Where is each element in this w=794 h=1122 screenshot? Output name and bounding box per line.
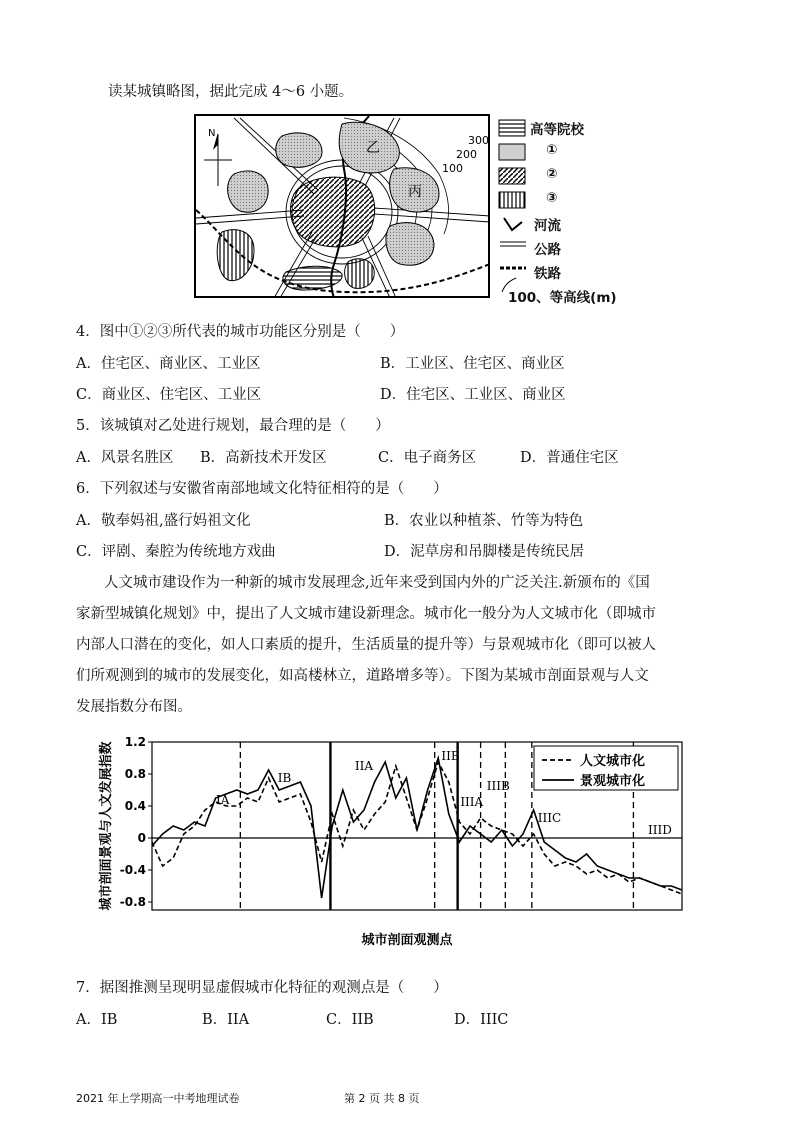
q4-option-b: B．工业区、住宅区、商业区 <box>380 356 565 372</box>
q7-stem: 7．据图推测呈现明显虚假城市化特征的观测点是（ ） <box>76 980 448 996</box>
q7-option-c: C．IIB <box>326 1012 374 1028</box>
contour-label-300: 300 <box>468 134 489 147</box>
urbanization-chart <box>96 728 706 978</box>
y-tick-label: -0.8 <box>119 895 146 909</box>
zone-2-center <box>290 177 374 247</box>
footer-page-number: 第 2 页 共 8 页 <box>344 1092 420 1105</box>
legend-series-name: 景观城市化 <box>580 774 646 789</box>
legend-2: ② <box>546 166 558 182</box>
y-axis-label: 城市剖面景观与人文发展指数 <box>99 741 114 911</box>
contour-label-100: 100 <box>442 162 463 175</box>
legend-3: ③ <box>546 190 558 206</box>
north-label: N <box>208 128 216 139</box>
q4-stem: 4．图中①②③所代表的城市功能区分别是（ ） <box>76 324 405 340</box>
legend-series-name: 人文城市化 <box>580 754 646 769</box>
zone-label: IIIB <box>486 779 510 793</box>
q7-option-a: A．IB <box>76 1012 118 1028</box>
q7-option-b: B．IIA <box>202 1012 250 1028</box>
legend-swatches <box>498 118 528 298</box>
legend-river: 河流 <box>534 218 561 234</box>
zone-label: IIIA <box>460 795 484 809</box>
x-axis-label: 城市剖面观测点 <box>361 933 453 948</box>
zone-label: IB <box>277 771 292 785</box>
passage-line-3: 内部人口潜在的变化，如人口素质的提升，生活质量的提升等）与景观城市化（即可以被人 <box>76 637 656 653</box>
q5-option-a: A．风景名胜区 <box>76 450 174 466</box>
zone-label: IIIC <box>537 811 562 825</box>
town-map <box>194 114 490 298</box>
q5-option-c: C．电子商务区 <box>378 450 477 466</box>
zone-3-s <box>345 259 375 289</box>
y-tick-label: 1.2 <box>124 735 146 749</box>
q4-option-a: A．住宅区、商业区、工业区 <box>76 356 261 372</box>
q6-option-c: C．评剧、秦腔为传统地方戏曲 <box>76 544 276 560</box>
q4-option-d: D．住宅区、工业区、商业区 <box>380 387 566 403</box>
label-yi: 乙 <box>366 140 380 156</box>
q7-option-d: D．IIIC <box>454 1012 509 1028</box>
zone-label: IIB <box>441 749 460 763</box>
y-tick-label: 0.4 <box>124 799 146 813</box>
legend-contour: 100、等高线(m) <box>508 290 617 306</box>
legend-road: 公路 <box>534 242 561 258</box>
passage-line-5: 发展指数分布图。 <box>76 699 192 715</box>
zone-label: IIA <box>354 759 374 773</box>
zone-label: IA <box>215 793 230 807</box>
q4-option-c: C．商业区、住宅区、工业区 <box>76 387 262 403</box>
q5-option-d: D．普通住宅区 <box>520 450 619 466</box>
y-tick-label: -0.4 <box>119 863 146 877</box>
q5-stem: 5．该城镇对乙处进行规划，最合理的是（ ） <box>76 418 390 434</box>
intro-text: 读某城镇略图，据此完成 4～6 小题。 <box>108 84 354 100</box>
passage-line-4: 们所观测到的城市的发展变化，如高楼林立，道路增多等）。下图为某城市剖面景观与人文 <box>76 668 649 684</box>
q6-option-a: A．敬奉妈祖,盛行妈祖文化 <box>76 513 251 529</box>
y-tick-label: 0 <box>137 831 146 845</box>
legend-railway: 铁路 <box>534 266 561 282</box>
footer-exam-title: 2021 年上学期高一中考地理试卷 <box>76 1092 240 1105</box>
legend-university: 高等院校 <box>530 122 584 138</box>
passage-line-1: 人文城市建设作为一种新的城市发展理念,近年来受到国内外的广泛关注.新颁布的《国 <box>104 575 650 591</box>
q6-stem: 6．下列叙述与安徽省南部地域文化特征相符的是（ ） <box>76 481 448 497</box>
zone-1-w <box>228 171 269 212</box>
label-bing: 丙 <box>408 184 422 200</box>
q5-option-b: B．高新技术开发区 <box>200 450 327 466</box>
q6-option-b: B．农业以种植茶、竹等为特色 <box>384 513 584 529</box>
q6-option-d: D．泥草房和吊脚楼是传统民居 <box>384 544 585 560</box>
legend-1: ① <box>546 142 558 158</box>
zone-1-nw <box>276 133 322 167</box>
zone-1-e <box>386 223 434 266</box>
contour-label-200: 200 <box>456 148 477 161</box>
zone-label: IIID <box>647 823 672 837</box>
passage-line-2: 家新型城镇化规划》中，提出了人文城市建设新理念。城市化一般分为人文城市化（即城市 <box>76 606 656 622</box>
y-tick-label: 0.8 <box>124 767 146 781</box>
